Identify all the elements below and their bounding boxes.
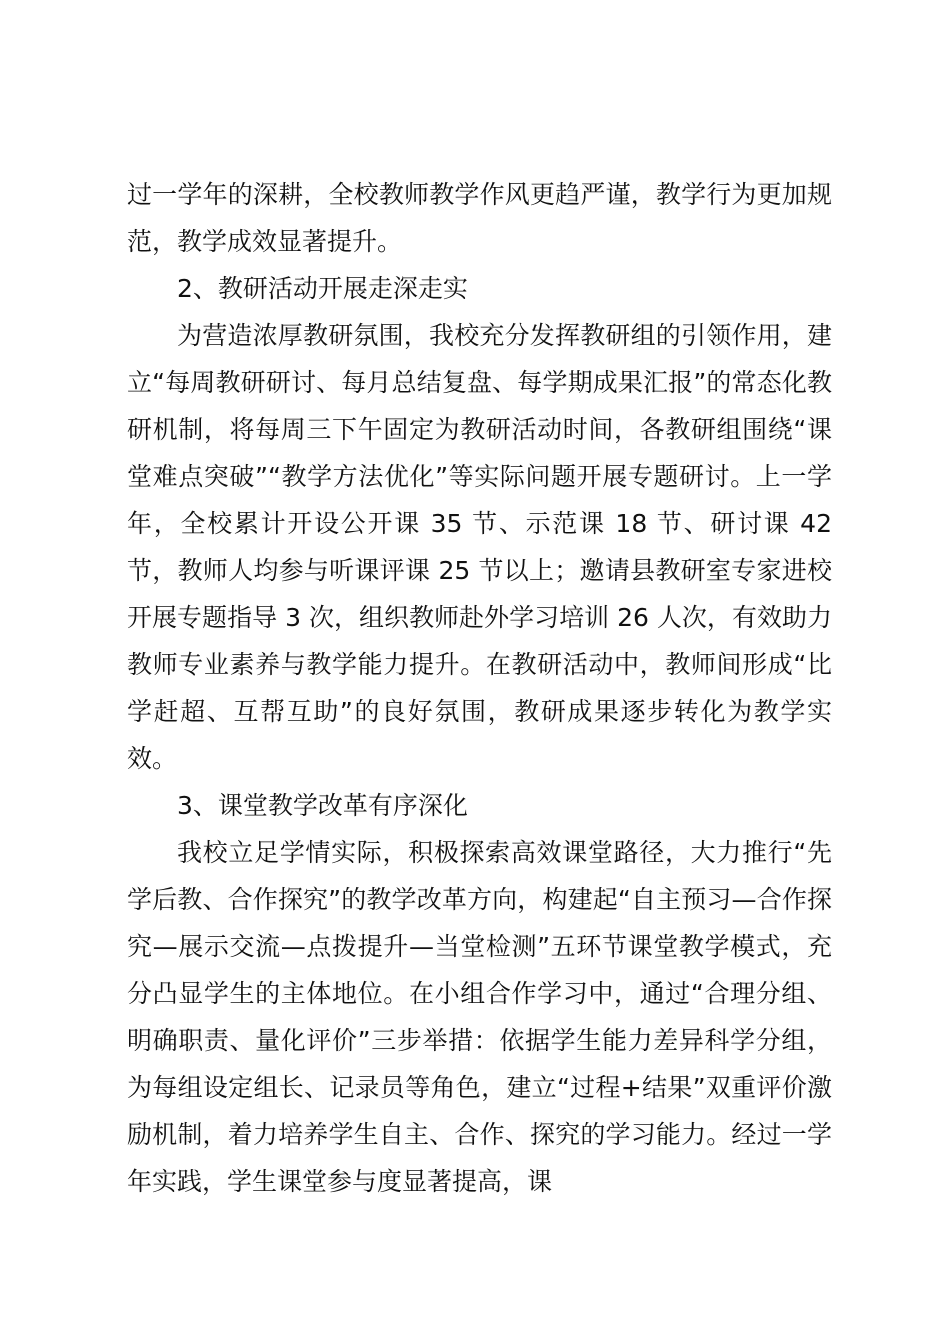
- paragraph-continuation: 过一学年的深耕，全校教师教学作风更趋严谨，教学行为更加规范，教学成效显著提升。: [127, 180, 832, 256]
- section-heading-3: 3、课堂教学改革有序深化: [177, 791, 468, 820]
- paragraph-teaching-research: 为营造浓厚教研氛围，我校充分发挥教研组的引领作用，建立“每周教研研讨、每月总结复盘、每学期成果汇报”的常态化教研机制，将每周三下午固定为教研活动时间，各教研组围绕“课堂难点突破”“教学方法优化”等实际问题开展专题研讨。上一学年，全校累计开设公开课 35 节、示范课 18 节、研讨课 42 节，教师人均参与听课评课 25 节以上；邀请县教研室专家进校开展专题指导 3 次，组织教师赴外学习培训 26 人次，有效助力教师专业素养与教学能力提升。在教研活动中，教师间形成“比学赶超、互帮互助”的良好氛围，教研成果逐步转化为教学实效。: [127, 321, 832, 773]
- section-heading-2: 2、教研活动开展走深走实: [177, 274, 468, 303]
- document-body: [127, 171, 832, 1205]
- paragraph-classroom-reform: 我校立足学情实际，积极探索高效课堂路径，大力推行“先学后教、合作探究”的教学改革方向，构建起“自主预习—合作探究—展示交流—点拨提升—当堂检测”五环节课堂教学模式，充分凸显学生的主体地位。在小组合作学习中，通过“合理分组、明确职责、量化评价”三步举措：依据学生能力差异科学分组，为每组设定组长、记录员等角色，建立“过程+结果”双重评价激励机制，着力培养学生自主、合作、探究的学习能力。经过一学年实践，学生课堂参与度显著提高，课: [127, 838, 832, 1196]
